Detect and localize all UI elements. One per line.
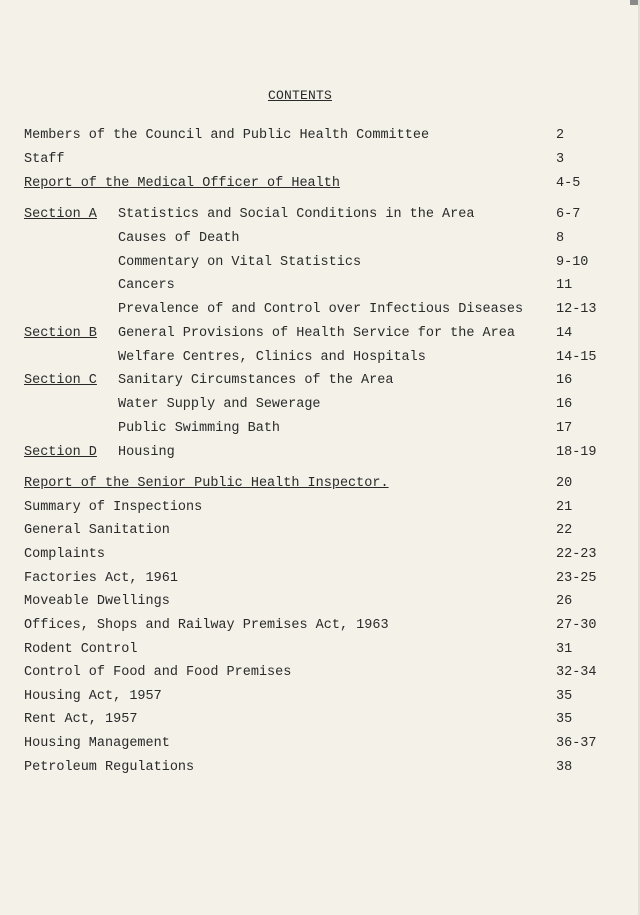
toc-row: [0, 276, 640, 296]
toc-row: [0, 663, 640, 683]
page-number: 26: [556, 594, 573, 609]
page-number: 35: [556, 689, 573, 704]
page-number: 27-30: [556, 618, 597, 633]
toc-entry: Causes of Death: [118, 231, 240, 246]
section-label: Section C: [24, 373, 97, 388]
toc-row: [0, 395, 640, 415]
toc-row: [0, 419, 640, 439]
page-number: 22-23: [556, 547, 597, 562]
page-number: 16: [556, 397, 573, 412]
page-number: 36-37: [556, 736, 597, 751]
toc-entry: Housing: [118, 445, 175, 460]
page-number: 9-10: [556, 255, 589, 270]
toc-row: [0, 300, 640, 320]
toc-entry: Summary of Inspections: [24, 500, 203, 515]
page-number: 17: [556, 421, 573, 436]
toc-entry: Complaints: [24, 547, 106, 562]
toc-entry: Control of Food and Food Premises: [24, 665, 292, 680]
page-number: 2: [556, 128, 565, 143]
toc-entry: Rodent Control: [24, 642, 138, 657]
page-number: 20: [556, 476, 573, 491]
section-label: Section A: [24, 207, 97, 222]
toc-row: [0, 229, 640, 249]
section-label: Section B: [24, 326, 97, 341]
toc-entry: Offices, Shops and Railway Premises Act, 1963: [24, 618, 389, 633]
toc-row: [0, 545, 640, 565]
toc-entry: Cancers: [118, 278, 175, 293]
toc-entry: Staff: [24, 152, 65, 167]
toc-row: [0, 569, 640, 589]
toc-entry: Housing Management: [24, 736, 170, 751]
page-number: 3: [556, 152, 565, 167]
toc-row: [0, 126, 640, 146]
toc-row: [0, 758, 640, 778]
page-number: 14-15: [556, 350, 597, 365]
page-number: 8: [556, 231, 565, 246]
contents-title: CONTENTS: [267, 88, 332, 103]
toc-row: [0, 150, 640, 170]
toc-entry: Water Supply and Sewerage: [118, 397, 321, 412]
toc-row: [0, 616, 640, 636]
page-number: 12-13: [556, 302, 597, 317]
toc-entry: Housing Act, 1957: [24, 689, 162, 704]
section-label: Section D: [24, 445, 97, 460]
toc-entry: General Provisions of Health Service for the Area: [118, 326, 515, 341]
toc-row: [0, 348, 640, 368]
page-number: 11: [556, 278, 573, 293]
report-heading: Report of the Senior Public Health Inspector.: [24, 476, 389, 491]
page-number: 6-7: [556, 207, 581, 222]
toc-entry: General Sanitation: [24, 523, 170, 538]
toc-row: [0, 324, 640, 344]
toc-row: [0, 174, 640, 194]
page-number: 21: [556, 500, 573, 515]
page-number: 14: [556, 326, 573, 341]
page-number: 4-5: [556, 176, 581, 191]
toc-row: [0, 687, 640, 707]
toc-entry: Rent Act, 1957: [24, 712, 138, 727]
toc-row: [0, 253, 640, 273]
toc-entry: Welfare Centres, Clinics and Hospitals: [118, 350, 426, 365]
toc-entry: Prevalence of and Control over Infectious Diseases: [118, 302, 524, 317]
toc-entry: Statistics and Social Conditions in the Area: [118, 207, 475, 222]
toc-entry: Petroleum Regulations: [24, 760, 195, 775]
toc-row: [0, 205, 640, 225]
page-number: 23-25: [556, 571, 597, 586]
toc-row: [0, 640, 640, 660]
toc-entry: Factories Act, 1961: [24, 571, 178, 586]
toc-entry: Commentary on Vital Statistics: [118, 255, 362, 270]
toc-entry: Moveable Dwellings: [24, 594, 170, 609]
toc-row: [0, 734, 640, 754]
toc-row: [0, 592, 640, 612]
page-number: 18-19: [556, 445, 597, 460]
page-number: 31: [556, 642, 573, 657]
page-number: 38: [556, 760, 573, 775]
page-number: 35: [556, 712, 573, 727]
toc-entry: Sanitary Circumstances of the Area: [118, 373, 394, 388]
toc-row: [0, 498, 640, 518]
page-number: 32-34: [556, 665, 597, 680]
page-number: 22: [556, 523, 573, 538]
toc-row: [0, 443, 640, 463]
report-heading: Report of the Medical Officer of Health: [24, 176, 340, 191]
page-number: 16: [556, 373, 573, 388]
toc-row: [0, 474, 640, 494]
toc-entry: Public Swimming Bath: [118, 421, 281, 436]
toc-entry: Members of the Council and Public Health Committee: [24, 128, 430, 143]
toc-row: [0, 521, 640, 541]
toc-row: [0, 371, 640, 391]
toc-row: [0, 710, 640, 730]
